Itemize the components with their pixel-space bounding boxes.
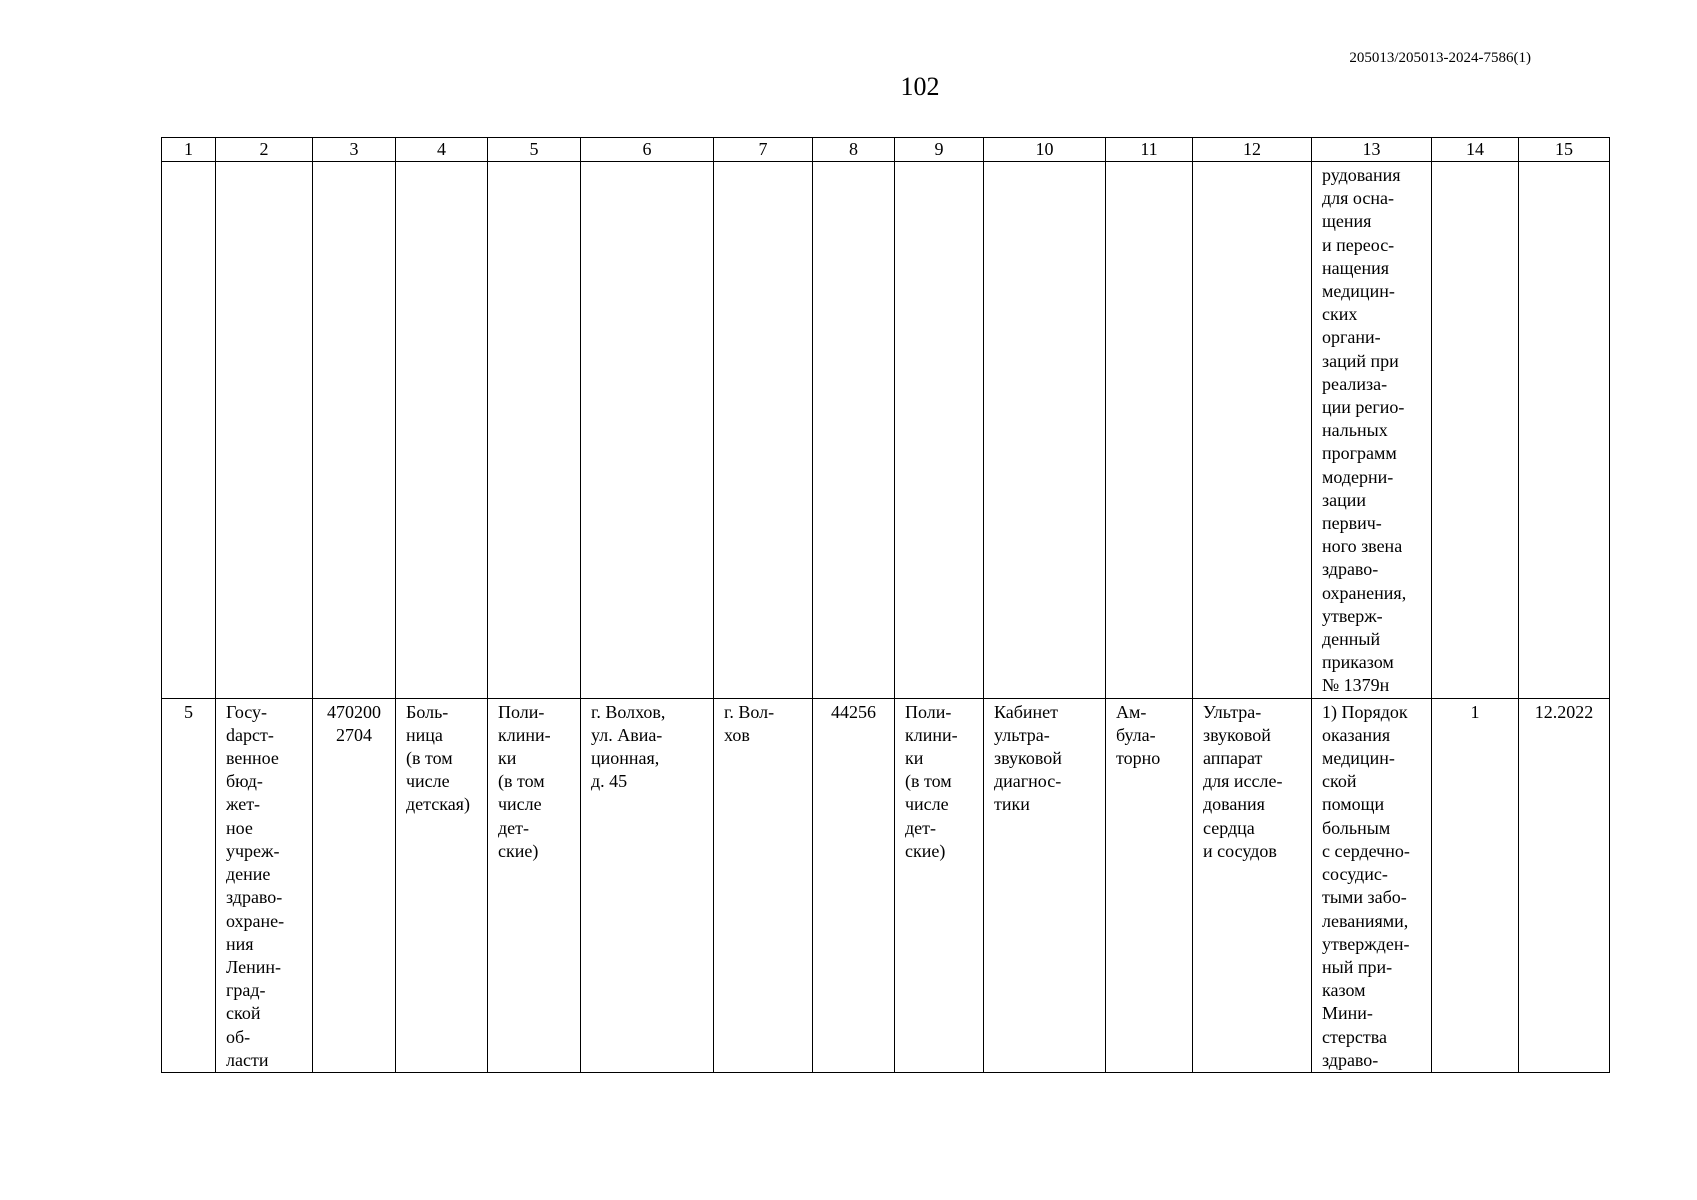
column-header-13: 13: [1312, 138, 1432, 162]
cell-text: 44256: [831, 701, 876, 722]
column-header-9: 9: [895, 138, 984, 162]
column-header-15: 15: [1519, 138, 1610, 162]
table-cell-number: [162, 698, 216, 1072]
table-cell: [1432, 162, 1519, 699]
table-cell-quantity: [1432, 698, 1519, 1072]
cell-text: Боль- ница (в том числе детская): [406, 701, 470, 815]
column-header-7: 7: [714, 138, 813, 162]
table-row-5: [162, 698, 1610, 1072]
cell-text: Госу- dарст- венное бюд- жет- ное учреж- дение здраво- охране- ния Ленин- град- ской об- ласти: [226, 701, 285, 1070]
cell-text: г. Вол- хов: [724, 701, 775, 745]
table-cell: [162, 162, 216, 699]
table-cell: [895, 162, 984, 699]
column-header-10: 10: [984, 138, 1106, 162]
column-header-14: 14: [1432, 138, 1519, 162]
table-cell-legal-basis: [1312, 162, 1432, 699]
column-header-8: 8: [813, 138, 895, 162]
table-cell: [396, 162, 488, 699]
table-cell-conditions: [1106, 698, 1193, 1072]
cell-text: 1) Порядок оказания медицин- ской помощи больным с сердечно- сосудис- тыми забо- леваниями, утвержден- ный при- казом Мини- стерства здраво-: [1322, 701, 1410, 1070]
cell-text: Поли- клини- ки (в том числе дет- ские): [498, 701, 551, 861]
table-row-continued: [162, 162, 1610, 699]
table-cell: [1519, 162, 1610, 699]
cell-text: Поли- клини- ки (в том числе дет- ские): [905, 701, 958, 861]
document-id: 205013/205013-2024-7586(1): [1349, 50, 1531, 66]
cell-text: 470200 2704: [327, 701, 381, 745]
data-table: [161, 137, 1610, 1073]
table-cell: [1106, 162, 1193, 699]
cell-text: Кабинет ультра- звуковой диагнос- тики: [994, 701, 1062, 815]
table-cell-unit: [895, 698, 984, 1072]
column-header-3: 3: [313, 138, 396, 162]
table-cell-date: [1519, 698, 1610, 1072]
table-cell: [984, 162, 1106, 699]
table-cell: [216, 162, 313, 699]
table-cell: [488, 162, 581, 699]
column-header-12: 12: [1193, 138, 1312, 162]
table-cell: [813, 162, 895, 699]
column-header-11: 11: [1106, 138, 1193, 162]
table-cell-code: [313, 698, 396, 1072]
table-cell-subdivision: [488, 698, 581, 1072]
cell-text: Ам- була- торно: [1116, 701, 1161, 769]
cell-text: рудования для осна- щения и переос- нащения медицин- ских органи- заций при реализа- ции регио- нальных программ модерни- зации первич- ного звена здраво- охранения, утверж- денный приказом № 1379н: [1322, 165, 1407, 696]
column-header-6: 6: [581, 138, 714, 162]
table-cell-legal-basis: [1312, 698, 1432, 1072]
table-cell-address: [581, 698, 714, 1072]
table-cell-settlement: [714, 698, 813, 1072]
table-cell-organization: [216, 698, 313, 1072]
table-cell: [581, 162, 714, 699]
cell-text: г. Волхов, ул. Авиа- ционная, д. 45: [591, 701, 666, 792]
table-cell-cabinet: [984, 698, 1106, 1072]
table-cell-type: [396, 698, 488, 1072]
cell-text: Ультра- звуковой аппарат для иссле- дования сердца и сосудов: [1203, 701, 1283, 861]
table-cell-population: [813, 698, 895, 1072]
table-cell-equipment: [1193, 698, 1312, 1072]
cell-text: 1: [1470, 701, 1480, 722]
column-header-1: 1: [162, 138, 216, 162]
cell-text: 5: [184, 701, 193, 722]
table-cell: [714, 162, 813, 699]
cell-text: 12.2022: [1534, 701, 1594, 722]
column-header-5: 5: [488, 138, 581, 162]
page-number: 102: [900, 72, 940, 101]
table-cell: [313, 162, 396, 699]
header-row: [162, 138, 1610, 162]
table-cell: [1193, 162, 1312, 699]
column-header-4: 4: [396, 138, 488, 162]
column-header-2: 2: [216, 138, 313, 162]
